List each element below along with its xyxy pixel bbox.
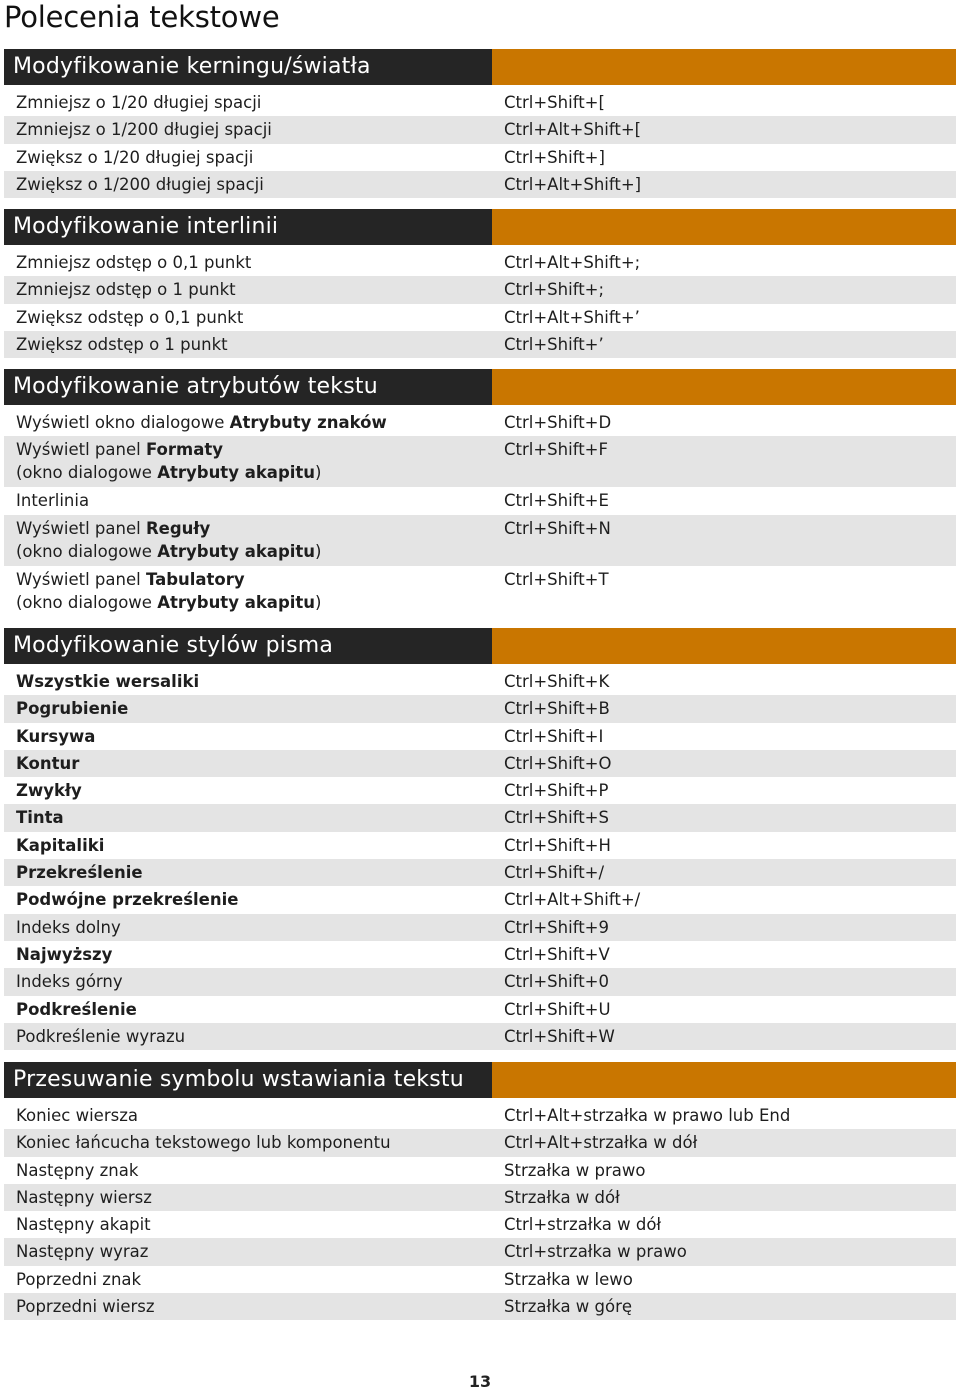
- shortcut-row: [4, 859, 956, 886]
- shortcut-row: [4, 487, 956, 514]
- command-term: Kursywa: [16, 726, 96, 746]
- command-term: Podwójne przekreślenie: [16, 890, 239, 910]
- shortcut-keys: Ctrl+Shift+H: [504, 835, 611, 855]
- command-text: ): [315, 592, 322, 612]
- command-name: Poprzedni znak: [16, 1269, 142, 1289]
- shortcut-row: [4, 695, 956, 722]
- shortcut-row: [4, 276, 956, 303]
- shortcut-keys: Strzałka w górę: [504, 1297, 633, 1317]
- section-title: Przesuwanie symbolu wstawiania tekstu: [4, 1062, 492, 1098]
- command-name: [4, 695, 492, 722]
- page-title: Polecenia tekstowe: [4, 0, 280, 34]
- shortcut-row: [4, 668, 956, 695]
- shortcut-row: [4, 144, 956, 171]
- shortcut-row: [4, 914, 956, 941]
- shortcut-row: [4, 968, 956, 995]
- shortcut-keys: Ctrl+Shift+K: [504, 672, 610, 691]
- shortcut-row: [4, 436, 956, 487]
- command-name: Zwiększ odstęp o 0,1 punkt: [16, 307, 244, 327]
- section-header-accent: [492, 628, 956, 664]
- section-title: Modyfikowanie interlinii: [4, 209, 492, 245]
- shortcut-keys: Ctrl+Alt+strzałka w dół: [504, 1133, 698, 1153]
- section-type-styles: [4, 628, 956, 1050]
- command-name: Następny znak: [16, 1160, 139, 1180]
- shortcut-row: [4, 89, 956, 116]
- shortcut-row: [4, 750, 956, 777]
- shortcut-row: [4, 777, 956, 804]
- shortcut-keys: Ctrl+Shift+O: [504, 753, 612, 773]
- shortcut-keys: Ctrl+Shift+E: [504, 491, 609, 511]
- command-text: (okno dialogowe: [16, 463, 158, 483]
- section-header-accent: [492, 369, 956, 405]
- shortcut-keys: Ctrl+Shift+’: [504, 334, 604, 354]
- command-name: [4, 941, 492, 968]
- shortcut-row: [4, 515, 956, 566]
- command-text: Wyświetl panel: [16, 440, 146, 460]
- section-header-accent: [492, 209, 956, 245]
- command-name: Zmniejsz o 1/200 długiej spacji: [16, 120, 272, 140]
- command-term: Najwyższy: [16, 944, 113, 964]
- shortcut-keys: Ctrl+Shift+T: [504, 569, 609, 589]
- shortcut-keys: Ctrl+Shift+N: [504, 518, 611, 538]
- command-name: Koniec wiersza: [16, 1106, 138, 1125]
- command-name: Zmniejsz odstęp o 0,1 punkt: [16, 253, 252, 272]
- shortcut-row: [4, 723, 956, 750]
- section-header: [4, 209, 956, 245]
- shortcut-keys: Ctrl+Shift+V: [504, 944, 610, 964]
- shortcut-row: [4, 566, 956, 617]
- shortcut-keys: Ctrl+Shift+/: [504, 863, 605, 883]
- section-title: Modyfikowanie stylów pisma: [4, 628, 492, 664]
- command-name: [4, 832, 492, 859]
- shortcut-row: [4, 1102, 956, 1129]
- command-text: ): [315, 463, 322, 483]
- command-term: Kontur: [16, 753, 80, 773]
- shortcut-row: [4, 331, 956, 358]
- command-term: Przekreślenie: [16, 863, 143, 883]
- shortcut-keys: Ctrl+Alt+Shift+/: [504, 890, 641, 910]
- shortcut-row: [4, 1184, 956, 1211]
- command-name: [4, 515, 492, 566]
- command-name: Interlinia: [16, 491, 90, 511]
- section-title: Modyfikowanie atrybutów tekstu: [4, 369, 492, 405]
- shortcut-keys: Ctrl+strzałka w dół: [504, 1215, 662, 1235]
- command-name: [4, 566, 492, 617]
- command-name: Zmniejsz odstęp o 1 punkt: [16, 280, 236, 300]
- command-text: (okno dialogowe: [16, 541, 158, 561]
- command-name: [4, 777, 492, 804]
- command-name: [4, 804, 492, 831]
- shortcut-keys: Ctrl+Shift+]: [504, 147, 605, 167]
- command-name: Indeks dolny: [16, 917, 121, 937]
- command-name: [4, 859, 492, 886]
- shortcut-keys: Ctrl+Shift+W: [504, 1026, 615, 1046]
- command-term: Formaty: [145, 440, 223, 460]
- shortcut-keys: Ctrl+Alt+Shift+;: [504, 253, 641, 272]
- shortcut-keys: Strzałka w lewo: [504, 1269, 633, 1289]
- shortcut-keys: Ctrl+Shift+I: [504, 726, 604, 746]
- command-term: Wszystkie wersaliki: [16, 672, 200, 691]
- command-term: Tinta: [16, 808, 64, 828]
- shortcut-row: [4, 941, 956, 968]
- section-header: [4, 1062, 956, 1098]
- shortcut-keys: Ctrl+Shift+F: [504, 440, 609, 460]
- command-text: Wyświetl panel: [16, 518, 146, 538]
- shortcut-row: [4, 996, 956, 1023]
- section-text-attributes: [4, 369, 956, 617]
- section-cursor-movement: [4, 1062, 956, 1320]
- command-name: [4, 668, 492, 695]
- command-name: [4, 886, 492, 913]
- shortcut-row: [4, 886, 956, 913]
- shortcut-row: [4, 1157, 956, 1184]
- section-header: [4, 628, 956, 664]
- command-text: Wyświetl okno dialogowe: [16, 413, 230, 432]
- shortcut-keys: Strzałka w dół: [504, 1187, 620, 1207]
- command-term: Pogrubienie: [16, 699, 129, 719]
- shortcut-row: [4, 804, 956, 831]
- shortcut-row: [4, 1211, 956, 1238]
- shortcut-keys: Ctrl+Shift+P: [504, 781, 609, 801]
- command-term: Atrybuty akapitu: [157, 592, 316, 612]
- command-term: Zwykły: [16, 781, 82, 801]
- shortcut-row: [4, 116, 956, 143]
- command-term: Kapitaliki: [16, 835, 105, 855]
- command-name: Następny wiersz: [16, 1187, 152, 1207]
- shortcut-row: [4, 1238, 956, 1265]
- command-name: Indeks górny: [16, 972, 123, 992]
- command-name: Zwiększ o 1/200 długiej spacji: [16, 174, 264, 194]
- command-term: Tabulatory: [145, 569, 245, 589]
- shortcut-keys: Ctrl+Shift+D: [504, 413, 612, 432]
- command-name: Poprzedni wiersz: [16, 1297, 155, 1317]
- shortcut-keys: Ctrl+Shift+0: [504, 972, 610, 992]
- shortcut-row: [4, 304, 956, 331]
- shortcut-row: [4, 171, 956, 198]
- command-name: Zwiększ o 1/20 długiej spacji: [16, 147, 254, 167]
- section-header: [4, 369, 956, 405]
- shortcut-keys: Ctrl+Shift+[: [504, 93, 605, 112]
- shortcut-row: [4, 1293, 956, 1320]
- shortcut-keys: Ctrl+Shift+9: [504, 917, 610, 937]
- command-name: Zmniejsz o 1/20 długiej spacji: [16, 93, 262, 112]
- shortcut-row: [4, 1129, 956, 1156]
- command-text: ): [315, 541, 322, 561]
- command-term: Atrybuty akapitu: [157, 463, 316, 483]
- command-name: Następny wyraz: [16, 1242, 149, 1262]
- section-leading: [4, 209, 956, 358]
- section-header-accent: [492, 1062, 956, 1098]
- shortcut-keys: Ctrl+Alt+Shift+’: [504, 307, 640, 327]
- command-term: Atrybuty znaków: [229, 413, 387, 432]
- shortcut-row: [4, 409, 956, 436]
- shortcut-keys: Ctrl+Shift+;: [504, 280, 605, 300]
- command-name: [4, 723, 492, 750]
- command-name: Następny akapit: [16, 1215, 151, 1235]
- command-term: Podkreślenie: [16, 999, 137, 1019]
- shortcut-keys: Ctrl+strzałka w prawo: [504, 1242, 687, 1262]
- command-text: Wyświetl panel: [16, 569, 146, 589]
- section-header: [4, 49, 956, 85]
- section-title: Modyfikowanie kerningu/światła: [4, 49, 492, 85]
- command-name: Koniec łańcucha tekstowego lub komponentu: [16, 1133, 391, 1153]
- shortcut-row: [4, 832, 956, 859]
- shortcut-row: [4, 1266, 956, 1293]
- shortcut-keys: Strzałka w prawo: [504, 1160, 646, 1180]
- section-header-accent: [492, 49, 956, 85]
- section-kerning: [4, 49, 956, 198]
- shortcut-row: [4, 249, 956, 276]
- command-name: [4, 996, 492, 1023]
- command-term: Atrybuty akapitu: [157, 541, 316, 561]
- shortcut-keys: Ctrl+Alt+Shift+[: [504, 120, 642, 140]
- shortcut-keys: Ctrl+Shift+S: [504, 808, 609, 828]
- command-name: Zwiększ odstęp o 1 punkt: [16, 334, 228, 354]
- shortcut-keys: Ctrl+Alt+strzałka w prawo lub End: [504, 1106, 791, 1125]
- page-number: 13: [468, 1372, 492, 1391]
- shortcut-keys: Ctrl+Alt+Shift+]: [504, 174, 642, 194]
- command-name: Podkreślenie wyrazu: [16, 1026, 186, 1046]
- command-text: (okno dialogowe: [16, 592, 158, 612]
- command-name: [4, 436, 492, 487]
- shortcut-row: [4, 1023, 956, 1050]
- command-name: [4, 409, 492, 436]
- shortcut-keys: Ctrl+Shift+U: [504, 999, 611, 1019]
- command-name: [4, 750, 492, 777]
- shortcut-keys: Ctrl+Shift+B: [504, 699, 610, 719]
- command-term: Reguły: [145, 518, 211, 538]
